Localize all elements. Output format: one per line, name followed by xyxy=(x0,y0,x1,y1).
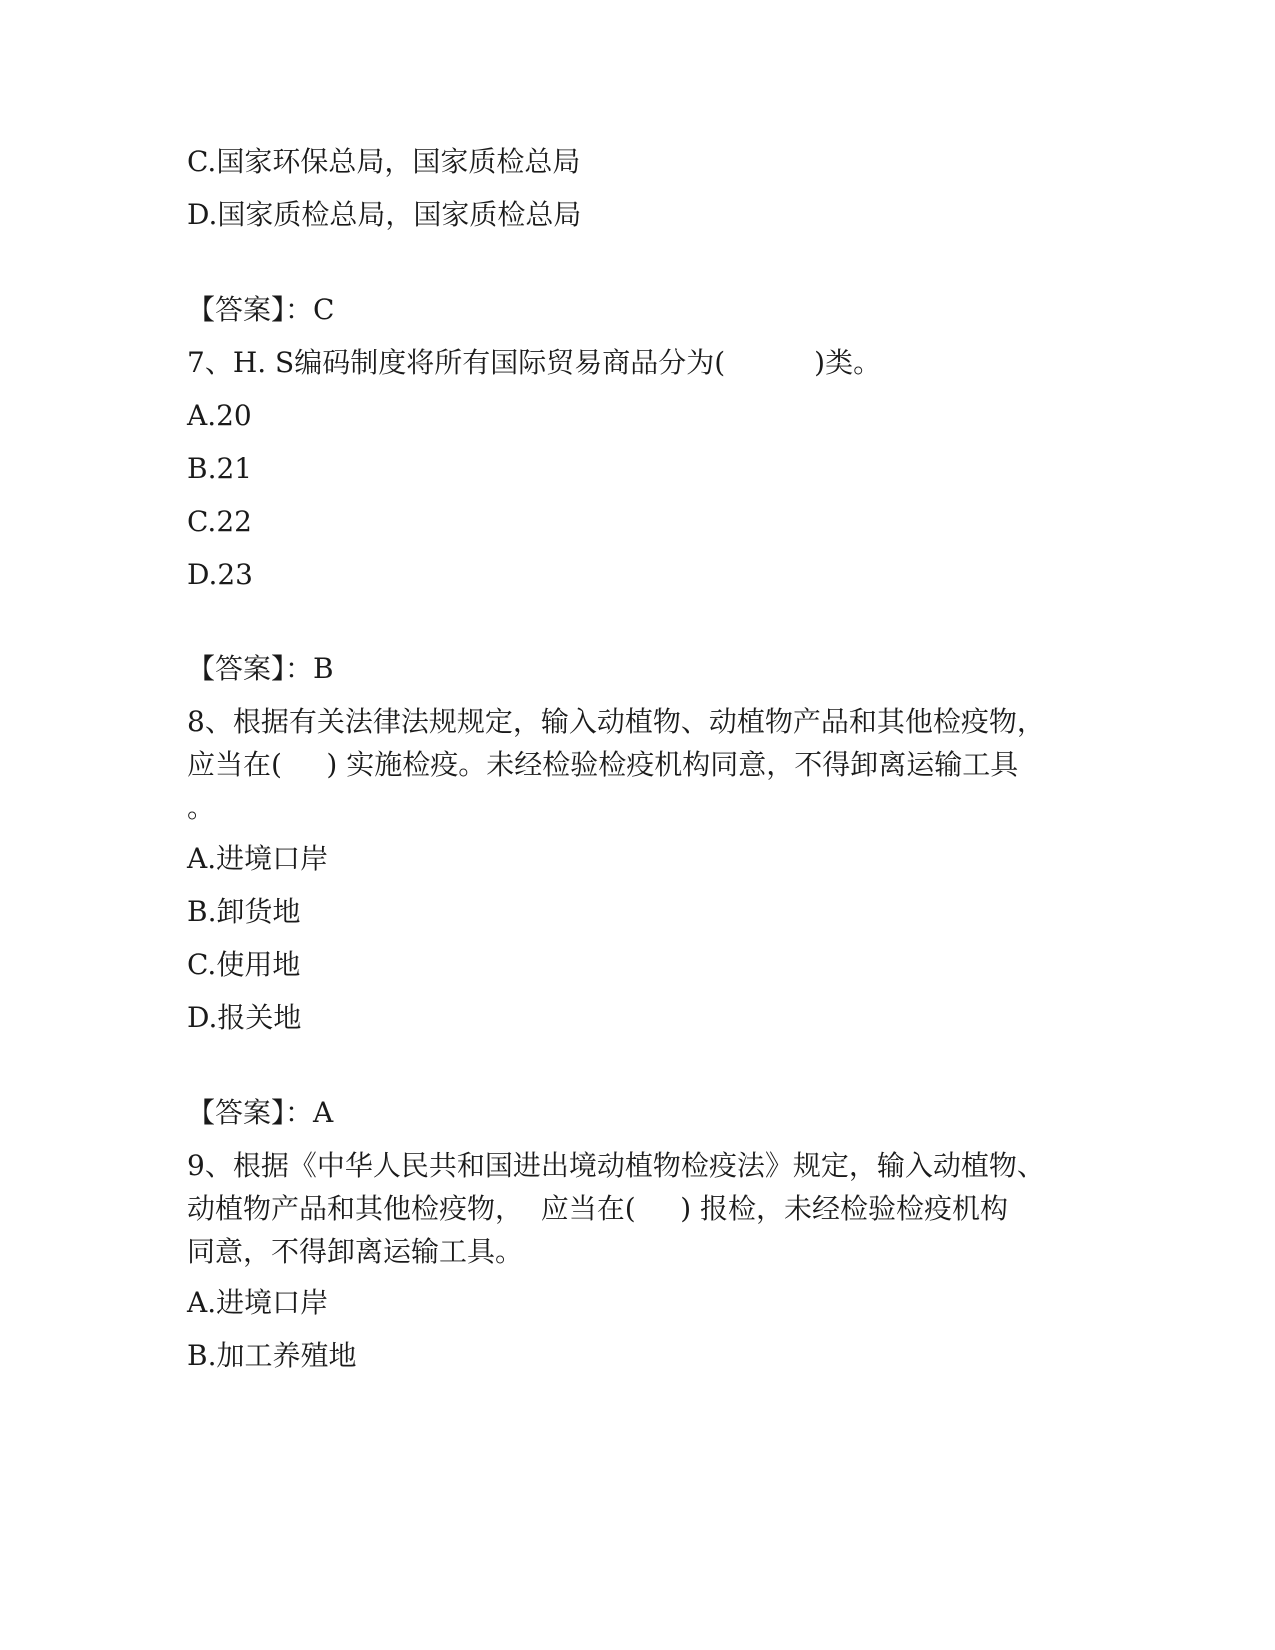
q8-option-b: B.卸货地 xyxy=(187,895,301,928)
q7-option-b: B.21 xyxy=(187,452,253,485)
q8-option-c: C.使用地 xyxy=(187,948,301,981)
q9-stem-line2: 动植物产品和其他检疫物， 应当在( ) 报检，未经检验检疫机构 xyxy=(187,1192,1009,1225)
q7-option-d: D.23 xyxy=(187,558,253,591)
q8-option-a: A.进境口岸 xyxy=(187,842,329,875)
q6-option-c: C.国家环保总局，国家质检总局 xyxy=(187,145,581,178)
q8-option-d: D.报关地 xyxy=(187,1001,302,1034)
q9-stem-line3: 同意，不得卸离运输工具。 xyxy=(187,1235,524,1268)
q8-stem-line2: 应当在( ) 实施检疫。未经检验检疫机构同意，不得卸离运输工具 xyxy=(187,748,1019,781)
q8-stem-line1: 8、根据有关法律法规规定，输入动植物、动植物产品和其他检疫物， xyxy=(187,705,1045,738)
q9-stem-line1: 9、根据《中华人民共和国进出境动植物检疫法》规定，输入动植物、 xyxy=(187,1149,1045,1182)
q7-answer: 【答案】：B xyxy=(187,652,334,685)
q7-option-c: C.22 xyxy=(187,505,252,538)
q7-stem: 7、H. S编码制度将所有国际贸易商品分为( )类。 xyxy=(187,346,882,379)
q8-stem-line3: 。 xyxy=(187,791,216,824)
q6-answer: 【答案】：C xyxy=(187,293,335,326)
q9-option-a: A.进境口岸 xyxy=(187,1286,329,1319)
q7-option-a: A.20 xyxy=(187,399,252,432)
q8-answer: 【答案】：A xyxy=(187,1096,334,1129)
q6-option-d: D.国家质检总局，国家质检总局 xyxy=(187,198,582,231)
q9-option-b: B.加工养殖地 xyxy=(187,1339,357,1372)
